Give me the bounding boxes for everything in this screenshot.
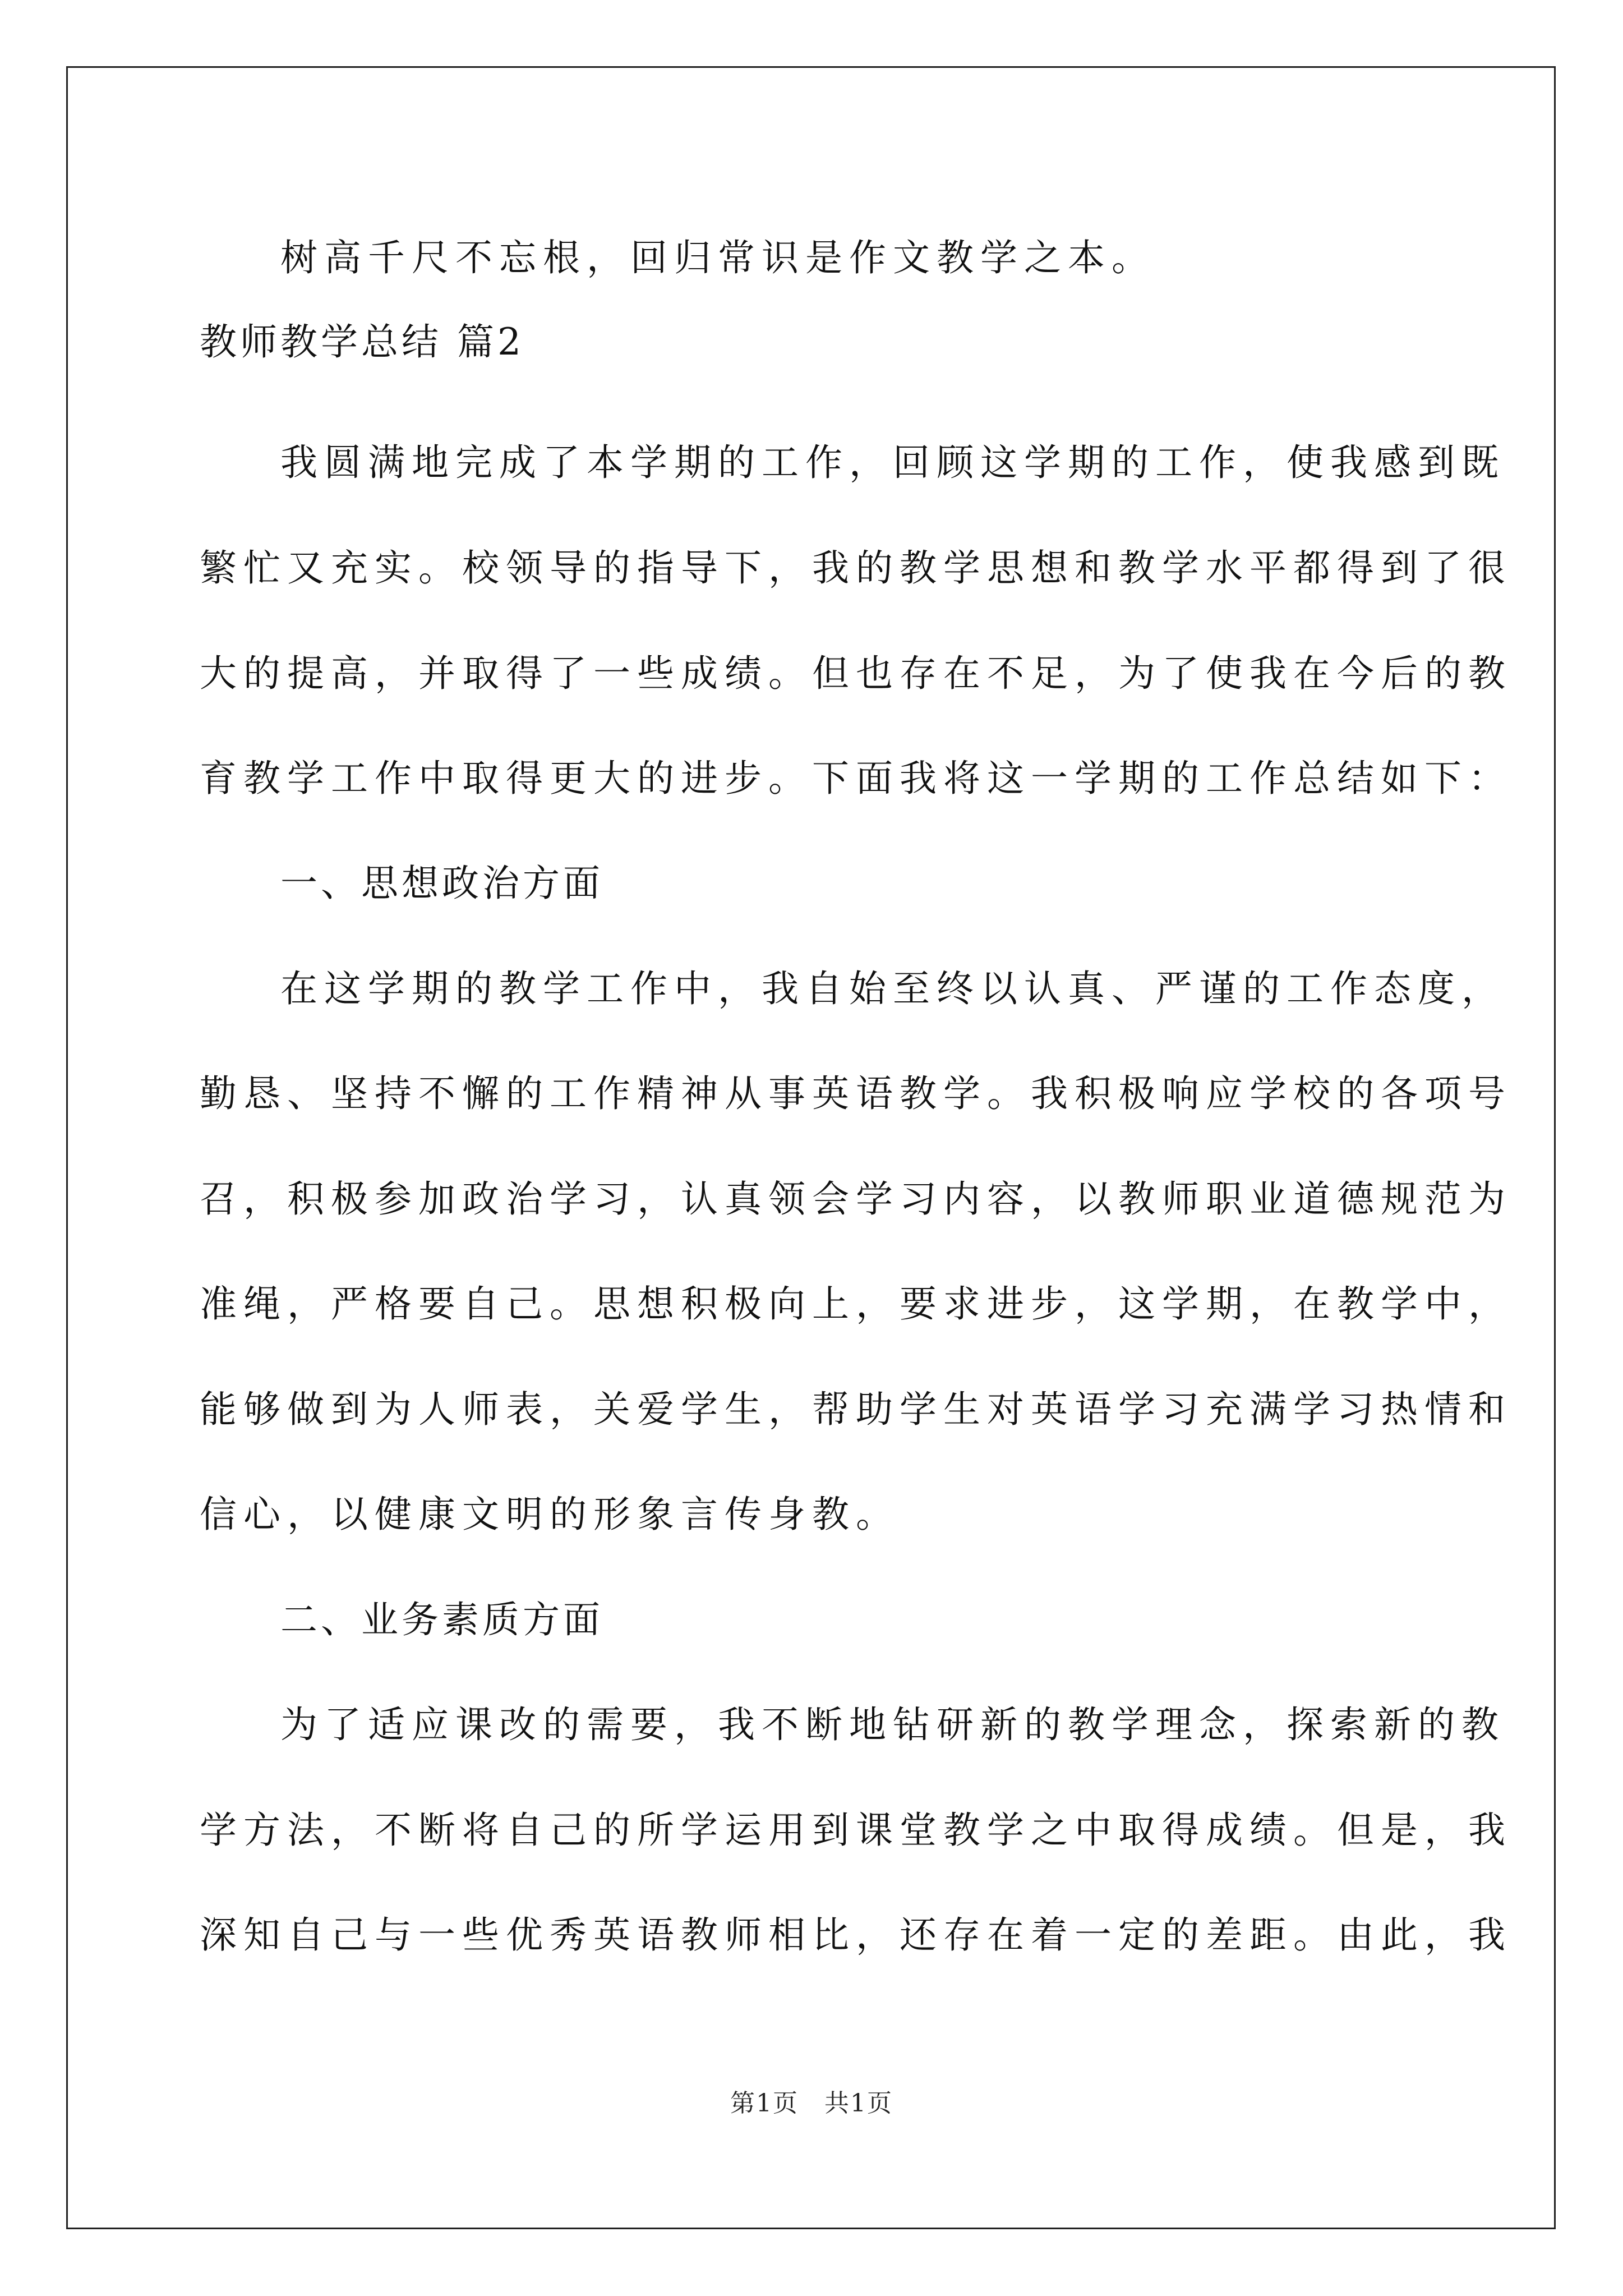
paragraph-line: 学方法，不断将自己的所学运用到课堂教学之中取得成绩。但是，我 bbox=[200, 1809, 1512, 1852]
subheading: 二、业务素质方面 bbox=[280, 1598, 603, 1641]
paragraph-line: 繁忙又充实。校领导的指导下，我的教学思想和教学水平都得到了很 bbox=[200, 546, 1512, 590]
paragraph-line: 准绳，严格要自己。思想积极向上，要求进步，这学期，在教学中， bbox=[200, 1282, 1512, 1326]
paragraph-line: 为了适应课改的需要，我不断地钻研新的教学理念，探索新的教 bbox=[280, 1703, 1505, 1746]
paragraph-line: 在这学期的教学工作中，我自始至终以认真、严谨的工作态度， bbox=[280, 967, 1505, 1010]
section-title: 教师教学总结 篇2 bbox=[200, 320, 524, 364]
paragraph-line: 大的提高，并取得了一些成绩。但也存在不足，为了使我在今后的教 bbox=[200, 652, 1512, 695]
paragraph-line: 树高千尺不忘根，回归常识是作文教学之本。 bbox=[280, 236, 1155, 279]
paragraph-line: 信心，以健康文明的形象言传身教。 bbox=[200, 1493, 900, 1536]
paragraph-line: 勤恳、坚持不懈的工作精神从事英语教学。我积极响应学校的各项号 bbox=[200, 1072, 1512, 1115]
paragraph-line: 召，积极参加政治学习，认真领会学习内容，以教师职业道德规范为 bbox=[200, 1177, 1512, 1221]
paragraph-line: 能够做到为人师表，关爱学生，帮助学生对英语学习充满学习热情和 bbox=[200, 1388, 1512, 1431]
paragraph-line: 育教学工作中取得更大的进步。下面我将这一学期的工作总结如下： bbox=[200, 757, 1512, 800]
page-border bbox=[66, 66, 1556, 2229]
paragraph-line: 深知自己与一些优秀英语教师相比，还存在着一定的差距。由此，我 bbox=[200, 1913, 1512, 1957]
paragraph-line: 我圆满地完成了本学期的工作，回顾这学期的工作，使我感到既 bbox=[280, 441, 1505, 484]
subheading: 一、思想政治方面 bbox=[280, 862, 603, 905]
page-number-footer: 第1页 共1页 bbox=[730, 2089, 893, 2118]
